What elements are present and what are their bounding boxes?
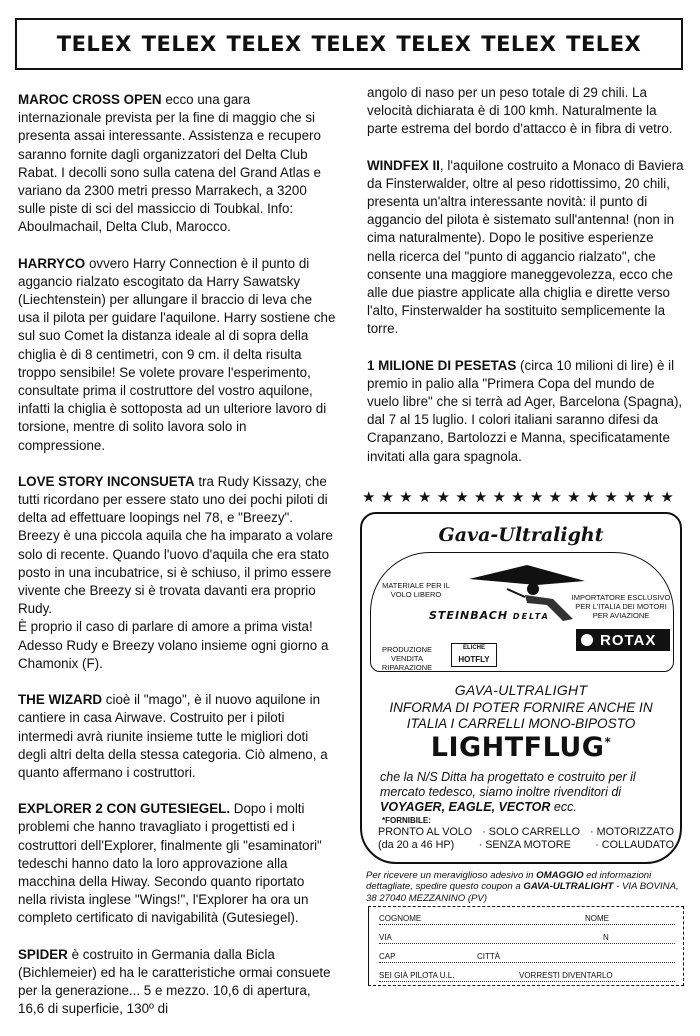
coupon-instructions: Per ricevere un meraviglioso adesivo in OMAGGIO ed informazioni dettagliate, spedire questo coupon a GAVA-ULTRALIGHT - VIA BOVINA, 38 27040 MEZZANINO (PV) bbox=[366, 870, 679, 904]
article-text: ovvero Harry Connection è il punto di aggancio rialzato escogitato da Harry Sawatsky (Liechtenstein) per allungare il braccio di leva che usa il pilota per guidare l'aquilone. Harry sostiene che sul suo Comet la distanza ideale al di sopra della chiglia è di 8 centimetri, con 9 cm. il delta risulta troppo sensibile! Se volete provare l'esperimento, consultate prima il costruttore del vostro aquilone, infatti la chiglia è sottoposta ad un ulteriore lavoro di torsione, mentre di solito lavora solo in compressione. bbox=[18, 255, 336, 453]
article-love-story bbox=[18, 473, 336, 673]
ad-informa-text: INFORMA DI POTER FORNIRE ANCHE IN ITALIA I CARRELLI MONO-BIPOSTO bbox=[389, 700, 653, 731]
article-paragraph: Breezy è una piccola aquila che ha imparato a volare solo di recente. Quando l'uovo d'aquila che era stato posto in una incubatrice, si è schiuso, il primo essere vivente che Breezy si è trovata davanti era proprio Rudy. bbox=[18, 528, 333, 617]
ad-options-list bbox=[378, 826, 674, 852]
ad-description: che la N/S Ditta ha progettato e costruito per il mercato tedesco, siamo inoltre rivenditori di VOYAGER, EAGLE, VECTOR ecc. bbox=[380, 770, 636, 814]
article-keyword: MAROC CROSS OPEN bbox=[18, 92, 162, 107]
article-text: è costruito in Germania dalla Bicla (Bichlemeier) ed ha le caratteristiche ormai consuete per la generazione... 5 e mezzo. 10,6 di apertura, 16,6 di superficie, 130º di bbox=[18, 946, 331, 1017]
article-keyword: WINDFEX II bbox=[367, 157, 440, 173]
article-text: angolo di naso per un peso totale di 29 chili. La velocità dichiarata è di 100 kmh. Naturalmente la parte estrema del bordo d'attacco è in fibra di vetro. bbox=[367, 85, 673, 137]
ad-materiale-label: MATERIALE PER IL VOLO LIBERO bbox=[382, 581, 450, 599]
article-text: ecco una gara internazionale prevista per la fine di maggio che si presenta assai interessante. Assistenza e recupero saranno fornite dagli organizzatori del Delta Club Rabat. I decolli sono sulla catena del Grand Atlas e variano da 2300 metri presso Marrakech, a 3200 sulle piste di sci del massiccio di Toubkal. Info: Aboulmachail, Delta Club, Marocco. bbox=[18, 92, 321, 235]
article-spider-continued bbox=[367, 84, 685, 139]
ad-options-row: PRONTO AL VOLO · SOLO CARRELLO · MOTORIZZATO bbox=[378, 826, 674, 838]
article-keyword: HARRYCO bbox=[18, 255, 86, 271]
article-explorer bbox=[18, 800, 336, 927]
article-pesetas bbox=[367, 357, 685, 466]
ad-brand-title: Gava-Ultralight bbox=[438, 524, 604, 546]
article-keyword: THE WIZARD bbox=[18, 692, 103, 708]
pilota-field-label: SEI GIÀ PILOTA U.L. bbox=[379, 971, 455, 980]
ad-importatore-label: IMPORTATORE ESCLUSIVO PER L'ITALIA DEI MOTORI PER AVIAZIONE bbox=[571, 593, 671, 620]
left-column bbox=[18, 91, 336, 1036]
star-divider: ★★★★★★★★★★★★★★★★★ bbox=[362, 489, 680, 506]
article-text: tra Rudy Kissazy, che tutti ricordano per essere stato uno dei pochi piloti di delta ad effettuare loopings nel 78, e "Breezy". bbox=[18, 473, 328, 526]
ad-graphic-panel bbox=[370, 552, 674, 672]
article-spider bbox=[18, 946, 336, 1019]
coupon-row-pilot[interactable] bbox=[379, 966, 675, 982]
article-maroc bbox=[18, 91, 336, 237]
right-column bbox=[367, 84, 685, 484]
article-keyword: LOVE STORY INCONSUETA bbox=[18, 473, 195, 489]
ad-lightflug-title: LIGHTFLUG* bbox=[430, 732, 612, 763]
coupon-row-address[interactable] bbox=[379, 928, 675, 944]
coupon-row-name[interactable] bbox=[379, 909, 675, 925]
article-harryco bbox=[18, 255, 336, 455]
article-text: cioè il "mago", è il nuovo aquilone in cantiere in casa Airwave. Costruito per i piloti intermedi avrà riunite insieme tutte le migliori doti degli altri delta della stessa categoria. Ciò almeno, a quanto affermano i costruttori. bbox=[18, 692, 328, 780]
article-text: Dopo i molti problemi che hanno travagliato i progettisti ed i costruttori dell'Explorer, finalmente gli "esaminatori" tedeschi hanno dato la loro approvazione alla macchina della Hiway. Secondo quanto riportato nella rivista inglese "Wings!", l'Explorer ha ora un completo certificato di navigabilità (Gutesiegel). bbox=[18, 801, 322, 926]
advertisement-gava-ultralight bbox=[360, 512, 682, 864]
steinbach-logo: STEINBACH DELTA bbox=[429, 609, 550, 622]
header-title: TELEX TELEX TELEX TELEX TELEX TELEX TELEX bbox=[56, 32, 642, 56]
article-paragraph: È proprio il caso di parlare di amore a prima vista! Adesso Rudy e Breezy volano insieme ogni giorno a Chamonix (F). bbox=[18, 619, 329, 671]
number-field-label: N bbox=[603, 933, 609, 942]
hang-glider-pilot-icon bbox=[467, 559, 587, 629]
coupon-form[interactable] bbox=[368, 906, 684, 986]
article-windfex bbox=[367, 157, 685, 339]
citta-field-label: CITTÀ bbox=[477, 952, 501, 961]
ad-fornibile-label: *FORNIBILE: bbox=[382, 816, 431, 825]
article-text: (circa 10 milioni di lire) è il premio in palio alla "Primera Copa del mundo de vuelo libre" che si terrà ad Ager, Barcelona (Spagna), dal 7 al 15 luglio. I colori italiani saranno difesi da Crapanzano, Bartolozzi e Manna, specificatamente invitati alla gara spagnola. bbox=[367, 357, 683, 464]
cap-field-label: CAP bbox=[379, 952, 396, 961]
article-text: , l'aquilone costruito a Monaco di Baviera da Finsterwalder, oltre al peso ridottissimo, 20 chili, presenta un'altra interessante novità: il punto di aggancio del pilota è sistemato sull'antenna! (non in cima naturalmente). Dopo le positive esperienze nella ricerca del "punto di aggancio rialzato", che consente una maggiore maneggevolezza, ecco che alle due piastre applicate alla chiglia e dirette verso l'alto, Finsterwalder ha sostituito semplicemente la torre. bbox=[367, 157, 684, 337]
nome-field-label: NOME bbox=[585, 914, 609, 923]
rotax-emblem-icon bbox=[578, 631, 596, 649]
ad-options-row: (da 20 a 46 HP) · SENZA MOTORE · COLLAUDATO bbox=[378, 839, 674, 851]
rotax-logo: ROTAX bbox=[576, 629, 670, 651]
cognome-field-label: COGNOME bbox=[379, 914, 422, 923]
article-keyword: 1 MILIONE DI PESETAS bbox=[367, 357, 517, 373]
article-keyword: SPIDER bbox=[18, 946, 68, 962]
telex-header-box bbox=[15, 18, 683, 70]
ad-produzione-label: PRODUZIONE VENDITA RIPARAZIONE bbox=[381, 645, 433, 672]
hotfly-logo: ELICHE HOTFLY bbox=[451, 643, 497, 667]
ad-company-name: GAVA-ULTRALIGHT bbox=[454, 682, 588, 698]
article-keyword: EXPLORER 2 CON GUTESIEGEL. bbox=[18, 801, 231, 817]
vorresti-field-label: VORRESTI DIVENTARLO bbox=[519, 971, 613, 980]
via-field-label: VIA bbox=[379, 933, 392, 942]
article-wizard bbox=[18, 691, 336, 782]
coupon-row-city[interactable] bbox=[379, 947, 675, 963]
